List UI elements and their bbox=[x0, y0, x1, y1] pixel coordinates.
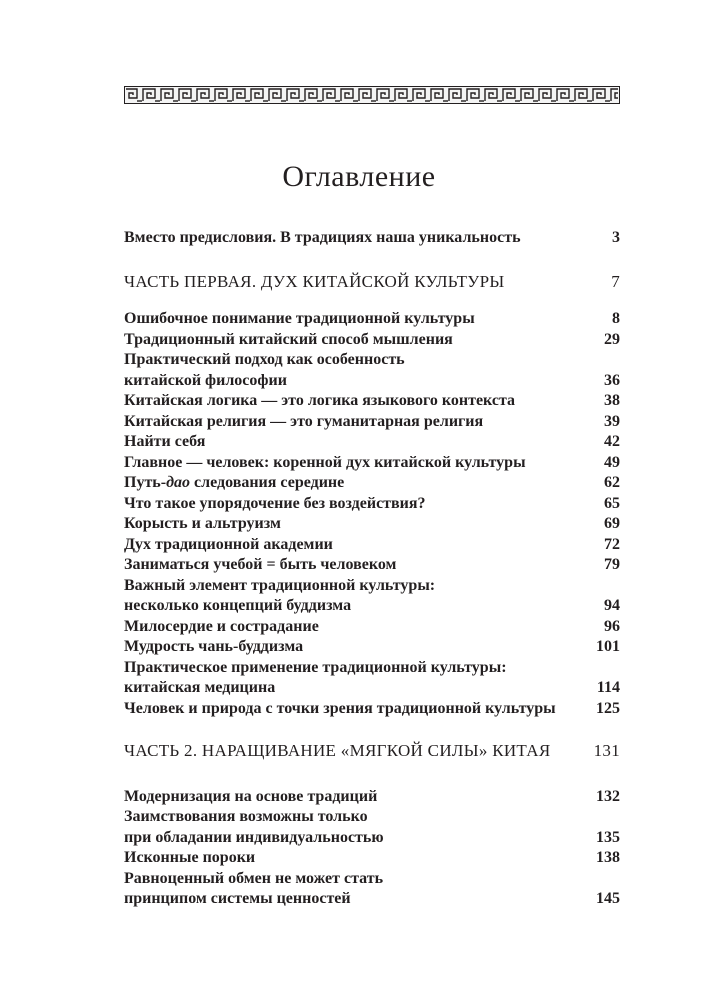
toc-row bbox=[124, 637, 620, 658]
toc-entry-title: Исконные пороки bbox=[124, 849, 256, 866]
toc-entry-title: Мудрость чань-буддизма bbox=[124, 638, 304, 655]
toc-entry-title: Китайская логика — это логика языкового контекста bbox=[124, 392, 516, 409]
toc-page-number: 114 bbox=[596, 679, 620, 696]
toc-entry-title: Ошибочное понимание традиционной культуры bbox=[124, 310, 475, 327]
toc-page-number: 8 bbox=[612, 310, 620, 327]
toc-entry-title: Дух традиционной академии bbox=[124, 535, 333, 553]
toc-page-number: 62 bbox=[604, 474, 620, 491]
toc-row bbox=[124, 330, 620, 351]
toc-page-number: 36 bbox=[604, 371, 620, 389]
toc-entry-title: Вместо предисловия. В традициях наша уникальность bbox=[124, 229, 521, 246]
toc-entry-title: Модернизация на основе традиций bbox=[124, 787, 378, 805]
toc-row bbox=[124, 617, 620, 638]
toc-part-heading bbox=[124, 741, 620, 762]
toc-page-number: 69 bbox=[604, 515, 620, 532]
toc-page-number: 39 bbox=[604, 412, 620, 430]
toc-entry-title: Что такое упорядочение без воздействия? bbox=[124, 494, 426, 512]
toc-row bbox=[124, 807, 620, 848]
toc-row bbox=[124, 869, 620, 910]
toc-page-number: 101 bbox=[596, 638, 620, 655]
toc-row bbox=[124, 350, 620, 391]
toc-page-number: 42 bbox=[604, 433, 620, 450]
toc-row bbox=[124, 228, 620, 249]
toc-entry-title: Равноценный обмен не может стать принципом системы ценностей bbox=[124, 869, 384, 907]
toc-page-number: 132 bbox=[596, 787, 620, 805]
toc-row bbox=[124, 514, 620, 535]
toc-entry-title: Найти себя bbox=[124, 433, 206, 450]
toc-row bbox=[124, 494, 620, 515]
toc-row bbox=[124, 412, 620, 433]
toc-row bbox=[124, 473, 620, 494]
table-of-contents bbox=[124, 228, 620, 910]
toc-entry-title: Практическое применение традиционной культуры: китайская медицина bbox=[124, 658, 507, 696]
page-title: Оглавление bbox=[282, 160, 436, 193]
toc-entry-title: ЧАСТЬ ПЕРВАЯ. ДУХ КИТАЙСКОЙ КУЛЬТУРЫ bbox=[124, 271, 505, 291]
toc-page-number: 72 bbox=[604, 535, 620, 553]
toc-page-number: 125 bbox=[596, 699, 620, 717]
toc-page-number: 135 bbox=[596, 828, 620, 846]
toc-page-number: 94 bbox=[604, 597, 620, 614]
toc-row bbox=[124, 432, 620, 453]
toc-entry-title: Заниматься учебой = быть человеком bbox=[124, 556, 397, 573]
toc-row bbox=[124, 787, 620, 808]
toc-row bbox=[124, 309, 620, 330]
toc-row bbox=[124, 848, 620, 869]
toc-entry-title: Практический подход как особенность китайской философии bbox=[124, 351, 405, 389]
toc-entry-title: Главное — человек: коренной дух китайской культуры bbox=[124, 453, 526, 471]
toc-page-number: 3 bbox=[612, 229, 620, 246]
toc-page-number: 96 bbox=[604, 617, 620, 635]
toc-page-number: 131 bbox=[593, 741, 620, 760]
toc-page-number: 38 bbox=[604, 392, 620, 409]
toc-entry-title: Милосердие и сострадание bbox=[124, 617, 319, 635]
toc-page-number: 7 bbox=[611, 271, 620, 291]
toc-page-number: 145 bbox=[596, 890, 620, 907]
toc-row bbox=[124, 658, 620, 699]
toc-entry-title: Заимствования возможны только при обладании индивидуальностью bbox=[124, 808, 384, 846]
toc-entry-title: Китайская религия — это гуманитарная религия bbox=[124, 412, 484, 430]
toc-entry-title: ЧАСТЬ 2. НАРАЩИВАНИЕ «МЯГКОЙ СИЛЫ» КИТАЯ bbox=[124, 741, 551, 760]
toc-entry-title: Корысть и альтруизм bbox=[124, 515, 281, 532]
toc-page-number: 29 bbox=[604, 330, 620, 348]
toc-row bbox=[124, 699, 620, 720]
toc-row bbox=[124, 535, 620, 556]
toc-row bbox=[124, 453, 620, 474]
toc-part-heading bbox=[124, 272, 620, 293]
toc-row bbox=[124, 555, 620, 576]
toc-entry-title: Важный элемент традиционной культуры: несколько концепций буддизма bbox=[124, 576, 436, 614]
toc-entry-title: Традиционный китайский способ мышления bbox=[124, 330, 453, 348]
toc-entry-title: Человек и природа с точки зрения традиционной культуры bbox=[124, 699, 556, 717]
toc-row bbox=[124, 576, 620, 617]
greek-key-border-icon bbox=[124, 86, 620, 104]
toc-entry-title: Путь-дао следования середине bbox=[124, 474, 345, 491]
toc-page-number: 138 bbox=[596, 849, 620, 866]
toc-row bbox=[124, 391, 620, 412]
toc-page-number: 79 bbox=[604, 556, 620, 573]
toc-page-number: 65 bbox=[604, 494, 620, 512]
toc-page-number: 49 bbox=[604, 453, 620, 471]
